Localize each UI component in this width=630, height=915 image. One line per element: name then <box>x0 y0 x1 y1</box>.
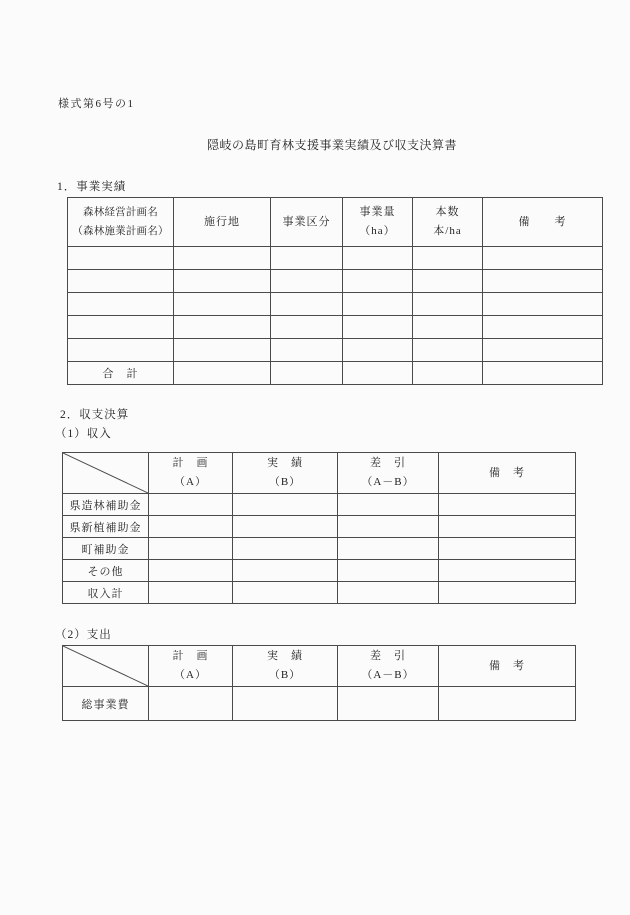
empty-cell <box>68 339 174 362</box>
header-difference <box>338 646 439 687</box>
header-difference-line2: （A－B） <box>361 476 415 488</box>
header-plan-line2: （A） <box>174 669 207 681</box>
empty-cell <box>233 494 338 516</box>
header-site-label: 施行地 <box>204 215 240 228</box>
empty-cell <box>413 339 483 362</box>
income-total-row <box>63 582 576 604</box>
diagonal-line <box>63 453 148 493</box>
empty-cell <box>343 247 413 270</box>
empty-cell <box>439 687 576 721</box>
row-label-cell: 県造林補助金 <box>63 494 149 516</box>
header-category-label: 事業区分 <box>282 215 331 228</box>
form-number: 様式第6号の1 <box>58 98 135 110</box>
header-plan <box>149 646 233 687</box>
empty-cell <box>174 316 271 339</box>
empty-cell <box>439 582 576 604</box>
table-row <box>68 339 603 362</box>
empty-cell <box>271 362 343 385</box>
header-plan-line1: 計 画 <box>172 457 209 469</box>
income-subheading: （1）収入 <box>55 428 112 440</box>
empty-cell <box>483 247 603 270</box>
empty-cell <box>483 362 603 385</box>
empty-cell <box>483 316 603 339</box>
row-label-cell: その他 <box>63 560 149 582</box>
income-row <box>63 538 576 560</box>
header-actual-line1: 実 績 <box>267 457 303 469</box>
empty-cell <box>233 560 338 582</box>
empty-cell <box>343 339 413 362</box>
total-row <box>68 362 603 385</box>
header-actual-line1: 実 績 <box>267 650 303 662</box>
empty-cell <box>338 560 439 582</box>
empty-cell <box>338 687 439 721</box>
header-site <box>174 198 271 247</box>
empty-cell <box>413 293 483 316</box>
table-row <box>68 247 603 270</box>
empty-cell <box>338 494 439 516</box>
table-row <box>68 270 603 293</box>
business-results-table <box>67 197 603 385</box>
header-difference-line2: （A－B） <box>361 669 415 681</box>
header-actual-line2: （B） <box>268 476 302 488</box>
empty-cell <box>233 687 338 721</box>
income-row <box>63 560 576 582</box>
empty-cell <box>483 270 603 293</box>
row-label-cell: 収入計 <box>63 582 149 604</box>
header-plan-name-line2: （森林施業計画名） <box>72 226 169 237</box>
header-remarks-label: 備 考 <box>489 466 525 479</box>
empty-cell <box>174 270 271 293</box>
empty-cell <box>233 582 338 604</box>
header-tree-count-line2: 本/ha <box>433 225 462 237</box>
empty-cell <box>149 687 233 721</box>
header-tree-count-line1: 本数 <box>435 206 460 218</box>
expense-table <box>62 645 576 721</box>
empty-cell <box>68 293 174 316</box>
expense-row <box>63 687 576 721</box>
total-label-cell: 合 計 <box>68 362 174 385</box>
empty-cell <box>271 339 343 362</box>
empty-cell <box>439 516 576 538</box>
empty-cell <box>174 293 271 316</box>
header-remarks-label: 備 考 <box>518 215 567 228</box>
empty-cell <box>68 316 174 339</box>
diagonal-header-cell <box>63 646 149 687</box>
empty-cell <box>271 247 343 270</box>
section2-heading: 2．収支決算 <box>60 409 130 421</box>
income-row <box>63 494 576 516</box>
income-row <box>63 516 576 538</box>
table-header-row <box>68 198 603 247</box>
income-table <box>62 452 576 604</box>
empty-cell <box>343 270 413 293</box>
header-plan-line2: （A） <box>174 476 207 488</box>
header-volume-line1: 事業量 <box>359 206 396 218</box>
table-header-row <box>63 646 576 687</box>
empty-cell <box>413 270 483 293</box>
header-volume <box>343 198 413 247</box>
expense-subheading: （2）支出 <box>55 629 112 641</box>
header-actual <box>233 453 338 494</box>
header-actual <box>233 646 338 687</box>
header-remarks-label: 備 考 <box>489 659 525 672</box>
header-actual-line2: （B） <box>268 669 302 681</box>
header-volume-line2: （ha） <box>359 225 396 237</box>
empty-cell <box>271 293 343 316</box>
header-plan-line1: 計 画 <box>172 650 209 662</box>
header-remarks <box>483 198 603 247</box>
empty-cell <box>233 516 338 538</box>
empty-cell <box>483 339 603 362</box>
header-category <box>271 198 343 247</box>
header-difference-line1: 差 引 <box>370 650 406 662</box>
empty-cell <box>439 494 576 516</box>
empty-cell <box>439 560 576 582</box>
header-tree-count <box>413 198 483 247</box>
empty-cell <box>149 560 233 582</box>
empty-cell <box>174 362 271 385</box>
row-label-cell: 町補助金 <box>63 538 149 560</box>
empty-cell <box>68 247 174 270</box>
section1-heading: 1．事業実績 <box>57 181 127 193</box>
table-row <box>68 316 603 339</box>
header-plan <box>149 453 233 494</box>
table-row <box>68 293 603 316</box>
empty-cell <box>413 362 483 385</box>
empty-cell <box>343 362 413 385</box>
diagonal-line <box>63 646 148 686</box>
empty-cell <box>343 293 413 316</box>
empty-cell <box>343 316 413 339</box>
empty-cell <box>174 339 271 362</box>
header-remarks <box>439 453 576 494</box>
empty-cell <box>149 494 233 516</box>
empty-cell <box>174 247 271 270</box>
empty-cell <box>338 516 439 538</box>
empty-cell <box>149 582 233 604</box>
header-plan-name <box>68 198 174 247</box>
header-difference <box>338 453 439 494</box>
table-header-row <box>63 453 576 494</box>
empty-cell <box>149 538 233 560</box>
empty-cell <box>338 582 439 604</box>
document-title: 隠岐の島町育林支援事業実績及び収支決算書 <box>206 138 457 152</box>
diagonal-header-cell <box>63 453 149 494</box>
header-remarks <box>439 646 576 687</box>
row-label-cell: 県新植補助金 <box>63 516 149 538</box>
empty-cell <box>68 270 174 293</box>
row-label-cell: 総事業費 <box>63 687 149 721</box>
empty-cell <box>413 247 483 270</box>
empty-cell <box>439 538 576 560</box>
empty-cell <box>413 316 483 339</box>
header-difference-line1: 差 引 <box>370 457 406 469</box>
empty-cell <box>483 293 603 316</box>
empty-cell <box>271 316 343 339</box>
empty-cell <box>149 516 233 538</box>
empty-cell <box>271 270 343 293</box>
empty-cell <box>233 538 338 560</box>
header-plan-name-line1: 森林経営計画名 <box>83 207 158 218</box>
empty-cell <box>338 538 439 560</box>
